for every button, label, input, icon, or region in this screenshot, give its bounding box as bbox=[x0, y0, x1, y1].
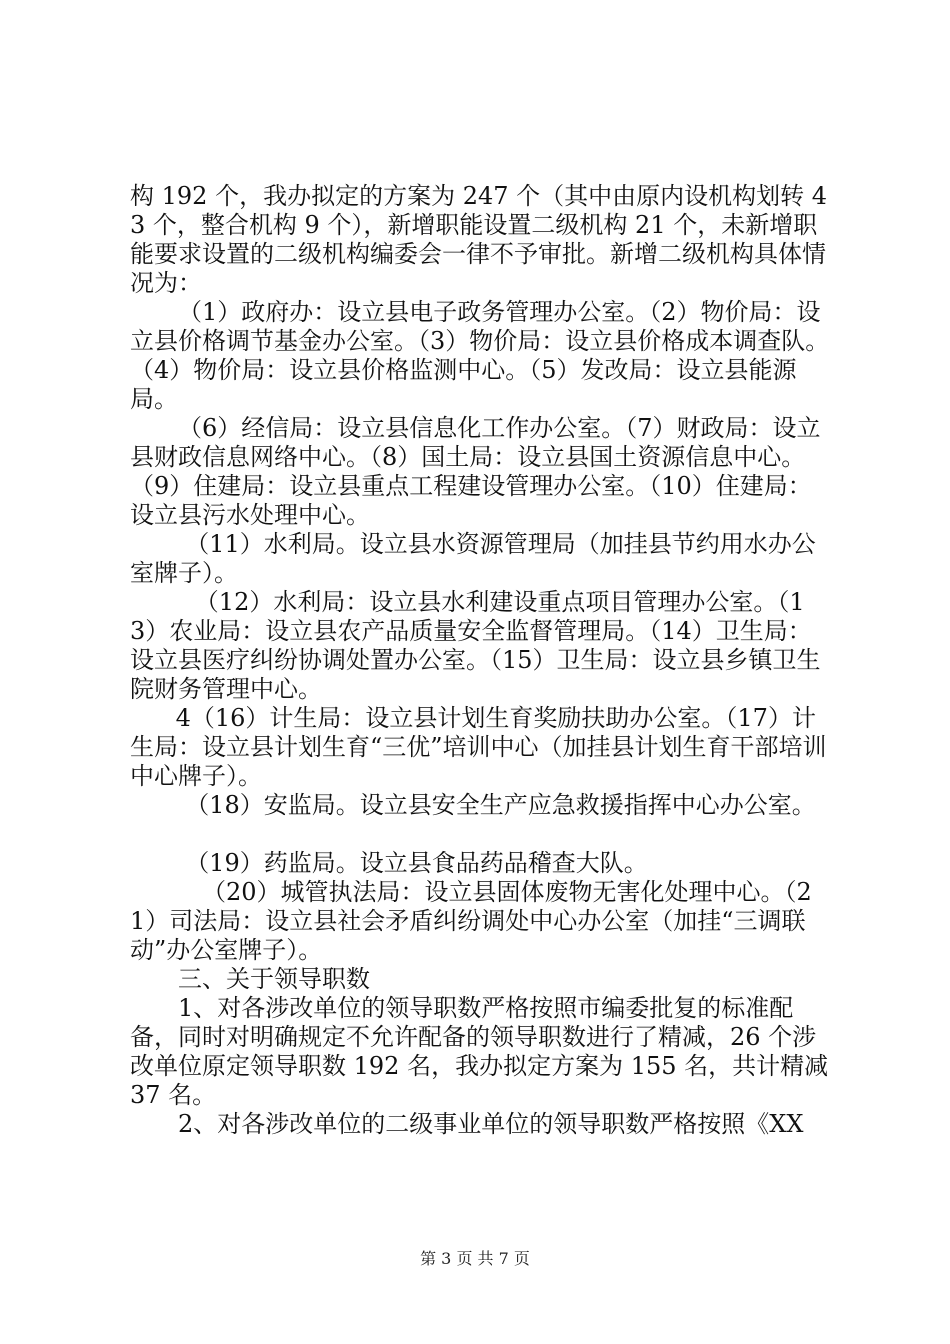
document-body bbox=[130, 182, 830, 1139]
paragraph-item-11: （11）水利局。设立县水资源管理局（加挂县节约用水办公室牌子）。 bbox=[130, 530, 816, 587]
page-number-footer: 第 3 页 共 7 页 bbox=[420, 1249, 530, 1268]
paragraph-items-1-5: （1）政府办：设立县电子政务管理办公室。（2）物价局：设立县价格调节基金办公室。（3）物价局：设立县价格成本调查队。（4）物价局：设立县价格监测中心。（5）发改局：设立县能源局。 bbox=[130, 298, 830, 413]
paragraph-point-1: 1、对各涉改单位的领导职数严格按照市编委批复的标准配备，同时对明确规定不允许配备的领导职数进行了精减，26 个涉改单位原定领导职数 192 名，我办拟定方案为 155 名，共计精减 37 名。 bbox=[130, 994, 829, 1109]
paragraph-items-16-17: 4（16）计生局：设立县计划生育奖励扶助办公室。（17）计生局：设立县计划生育“三优”培训中心（加挂县计划生育干部培训中心牌子）。 bbox=[130, 704, 827, 790]
section-heading: 三、关于领导职数 bbox=[178, 965, 370, 993]
paragraph-items-12-15: （12）水利局：设立县水利建设重点项目管理办公室。（13）农业局：设立县农产品质量安全监督管理局。（14）卫生局：设立县医疗纠纷协调处置办公室。（15）卫生局：设立县乡镇卫生院财务管理中心。 bbox=[130, 588, 821, 703]
paragraph-item-18: （18）安监局。设立县安全生产应急救援指挥中心办公室。 bbox=[185, 791, 816, 819]
paragraph-point-2: 2、对各涉改单位的二级事业单位的领导职数严格按照《XX bbox=[178, 1110, 804, 1138]
paragraph-intro: 构 192 个，我办拟定的方案为 247 个（其中由原内设机构划转 43 个，整合机构 9 个），新增职能设置二级机构 21 个，未新增职能要求设置的二级机构编委会一律不予审批。新增二级机构具体情况为： bbox=[130, 182, 828, 297]
paragraph-items-20-21: （20）城管执法局：设立县固体废物无害化处理中心。（21）司法局：设立县社会矛盾纠纷调处中心办公室（加挂“三调联动”办公室牌子）。 bbox=[130, 878, 812, 964]
paragraph-items-6-10: （6）经信局：设立县信息化工作办公室。（7）财政局：设立县财政信息网络中心。（8）国土局：设立县国土资源信息中心。（9）住建局：设立县重点工程建设管理办公室。（10）住建局：设立县污水处理中心。 bbox=[130, 414, 821, 529]
paragraph-spacer bbox=[130, 820, 830, 849]
paragraph-item-19: （19）药监局。设立县食品药品稽查大队。 bbox=[185, 849, 648, 877]
